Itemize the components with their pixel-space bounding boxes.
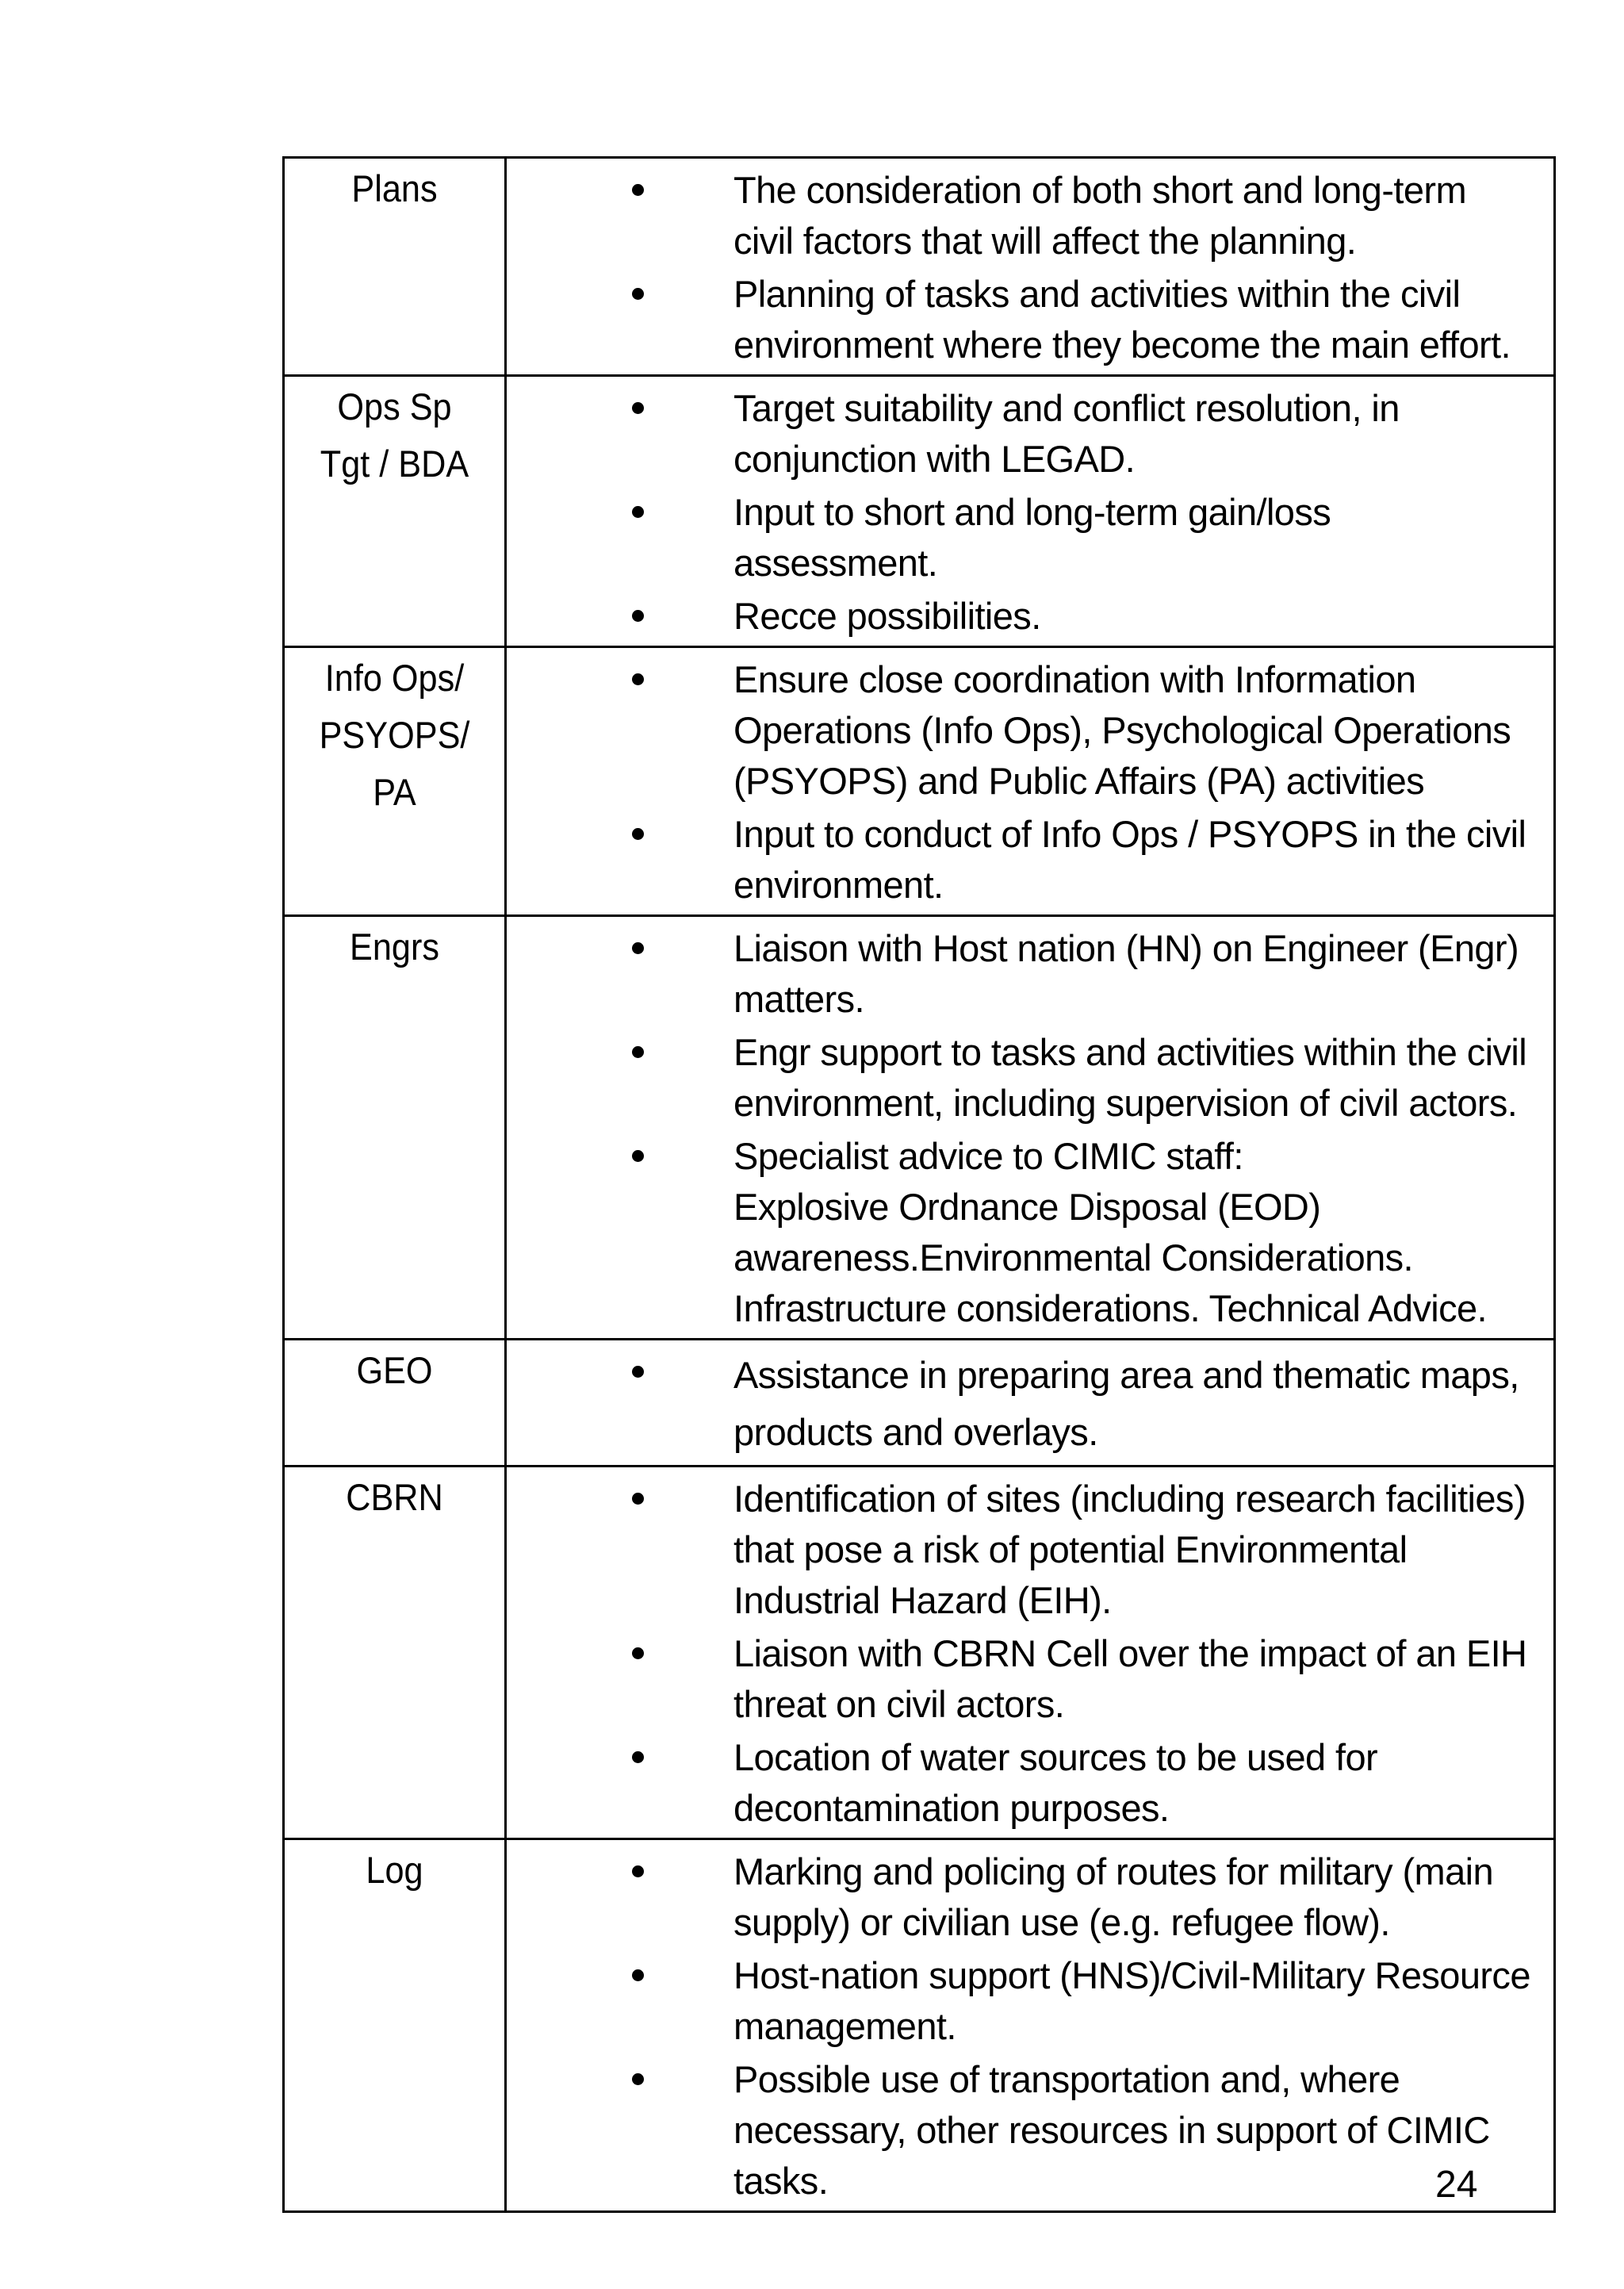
duty-text: Engr support to tasks and activities within the civil environment, including supervision of civil actors. (733, 1031, 1527, 1124)
list-item (507, 923, 1553, 1025)
duty-text: Liaison with CBRN Cell over the impact of an EIH threat on civil actors. (733, 1632, 1527, 1725)
bullet-icon (632, 1969, 644, 1981)
duty-text: The consideration of both short and long-term civil factors that will affect the planning. (733, 169, 1466, 262)
duty-text: Planning of tasks and activities within the civil environment where they become the main effort. (733, 273, 1511, 366)
responsibilities-table (282, 156, 1556, 2213)
table-row (284, 916, 1555, 1340)
section-label: Log (366, 1849, 423, 1891)
duty-text: Ensure close coordination with Information Operations (Info Ops), Psychological Operations (PSYOPS) and Public Affairs (PA) activities (733, 658, 1511, 802)
duty-text: Identification of sites (including research facilities) that pose a risk of potential Environmental Industrial Hazard (EIH). (733, 1478, 1526, 1621)
duty-list (507, 383, 1553, 642)
bullet-icon (632, 673, 644, 685)
duty-text: Location of water sources to be used for decontamination purposes. (733, 1736, 1378, 1829)
list-item (507, 1347, 1553, 1461)
bullet-icon (632, 1647, 644, 1659)
duties-cell (506, 376, 1555, 647)
duty-text: Marking and policing of routes for military (main supply) or civilian use (e.g. refugee flow). (733, 1850, 1493, 1943)
list-item (507, 1732, 1553, 1834)
section-label: Engrs (350, 926, 439, 968)
list-item (507, 269, 1553, 370)
list-item (507, 654, 1553, 807)
bullet-icon (632, 506, 644, 518)
list-item (507, 1628, 1553, 1730)
list-item (507, 1027, 1553, 1129)
bullet-icon (632, 402, 644, 414)
bullet-icon (632, 828, 644, 840)
duty-list (507, 1474, 1553, 1834)
table-row (284, 1467, 1555, 1839)
duty-list (507, 1347, 1553, 1461)
duty-text: Input to short and long-term gain/loss assessment. (733, 491, 1331, 584)
duties-cell (506, 916, 1555, 1340)
bullet-icon (632, 288, 644, 300)
duty-list (507, 654, 1553, 911)
bullet-icon (632, 1493, 644, 1505)
duty-list (507, 165, 1553, 370)
duties-cell (506, 647, 1555, 916)
list-item (507, 1474, 1553, 1626)
section-cell (284, 1467, 506, 1839)
duty-text: Target suitability and conflict resolution, in conjunction with LEGAD. (733, 387, 1400, 480)
bullet-icon (632, 942, 644, 954)
list-item (507, 1131, 1553, 1334)
list-item (507, 2054, 1553, 2207)
bullet-icon (632, 184, 644, 196)
duties-cell (506, 1340, 1555, 1467)
section-cell (284, 916, 506, 1340)
section-label: GEO (356, 1349, 433, 1391)
duties-cell (506, 158, 1555, 376)
duty-list (507, 1846, 1553, 2207)
section-label: Plans (351, 167, 438, 209)
bullet-icon (632, 1865, 644, 1877)
table-row (284, 376, 1555, 647)
section-cell (284, 158, 506, 376)
duty-text: Assistance in preparing area and thematic maps, products and overlays. (733, 1354, 1519, 1453)
section-label: PA (373, 771, 416, 813)
table-row (284, 1340, 1555, 1467)
list-item (507, 591, 1553, 642)
list-item (507, 809, 1553, 911)
section-label: PSYOPS/ (319, 714, 470, 756)
list-item (507, 487, 1553, 589)
duty-text: Liaison with Host nation (HN) on Engineer (Engr) matters. (733, 927, 1519, 1020)
section-label: Ops Sp (337, 385, 452, 428)
section-label: CBRN (346, 1476, 443, 1518)
section-cell (284, 647, 506, 916)
duty-list (507, 923, 1553, 1334)
table-row (284, 158, 1555, 376)
duty-text: Input to conduct of Info Ops / PSYOPS in the civil environment. (733, 813, 1526, 906)
page-number: 24 (1435, 2164, 1478, 2206)
section-cell (284, 1340, 506, 1467)
duty-text: Host-nation support (HNS)/Civil-Military Resource management. (733, 1954, 1530, 2047)
duties-cell (506, 1467, 1555, 1839)
table-row (284, 1839, 1555, 2212)
section-label: Info Ops/ (324, 657, 465, 699)
table-row (284, 647, 1555, 916)
section-cell (284, 1839, 506, 2212)
list-item (507, 1950, 1553, 2052)
list-item (507, 383, 1553, 485)
bullet-icon (632, 610, 644, 622)
duties-cell (506, 1839, 1555, 2212)
list-item (507, 1846, 1553, 1948)
duty-text: Specialist advice to CIMIC staff: Explosive Ordnance Disposal (EOD) awareness.Environmental Considerations. Infrastructure considerations. Technical Advice. (733, 1135, 1488, 1329)
bullet-icon (632, 1366, 644, 1378)
bullet-icon (632, 1751, 644, 1763)
bullet-icon (632, 1150, 644, 1162)
section-cell (284, 376, 506, 647)
section-label: Tgt / BDA (320, 443, 469, 485)
bullet-icon (632, 1046, 644, 1058)
bullet-icon (632, 2073, 644, 2085)
duty-text: Possible use of transportation and, where necessary, other resources in support of CIMIC tasks. (733, 2058, 1490, 2202)
list-item (507, 165, 1553, 266)
duty-text: Recce possibilities. (733, 595, 1041, 637)
